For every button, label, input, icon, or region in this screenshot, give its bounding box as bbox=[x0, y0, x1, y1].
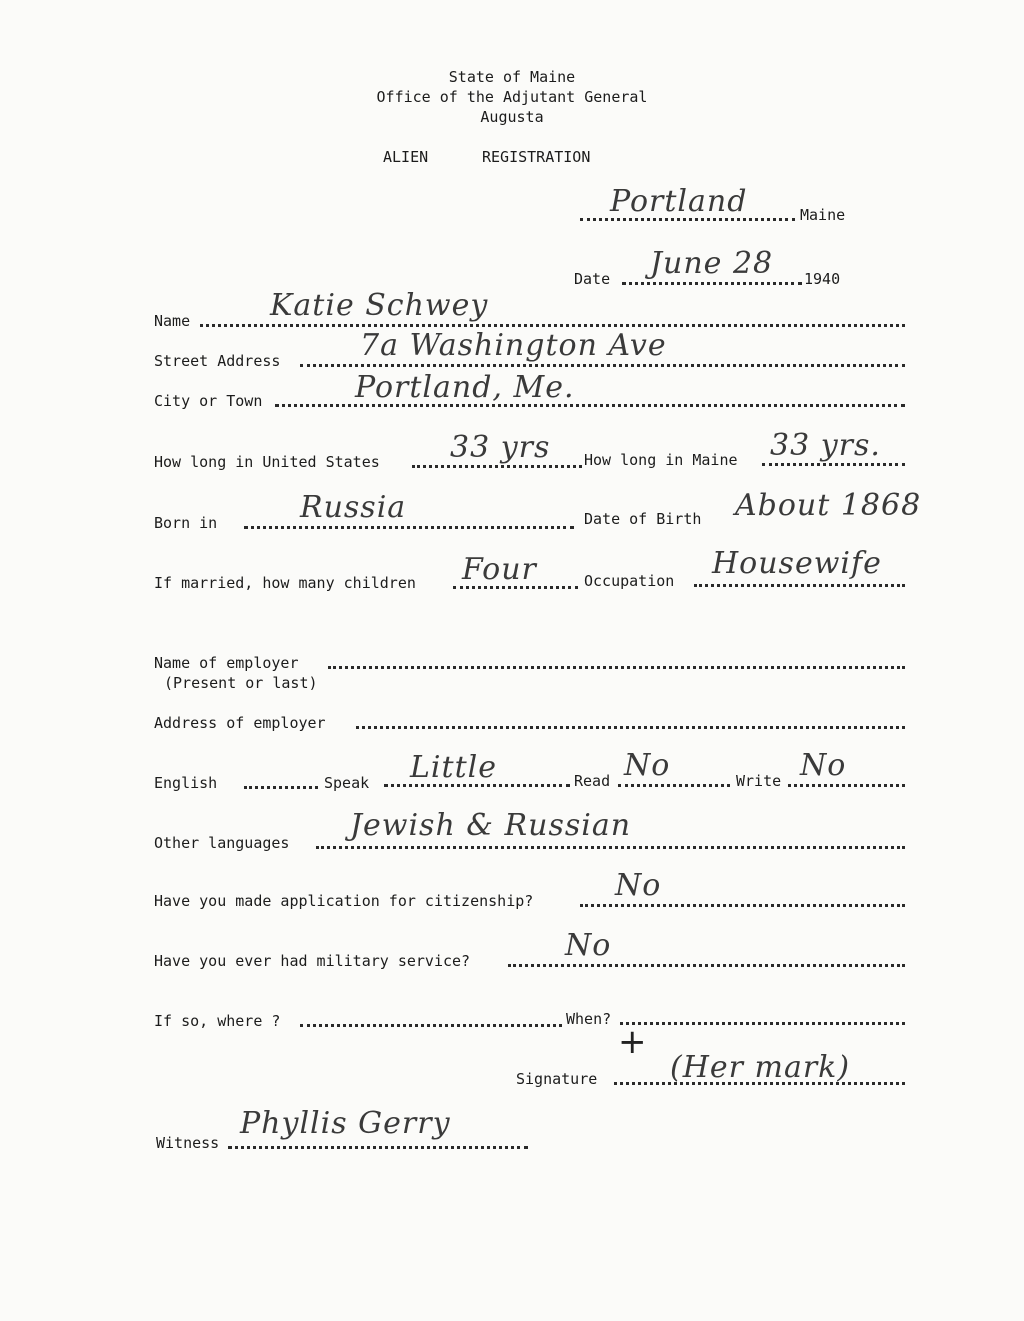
occupation-label: Occupation bbox=[584, 572, 675, 590]
other-languages-dots bbox=[316, 844, 905, 849]
howlong-me-value: 33 yrs. bbox=[770, 428, 881, 463]
employer-label: Name of employer bbox=[154, 654, 299, 672]
header-office: Office of the Adjutant General bbox=[376, 88, 648, 106]
military-value: No bbox=[565, 928, 612, 963]
occupation-dots bbox=[694, 582, 905, 587]
howlong-us-value: 33 yrs bbox=[450, 430, 551, 465]
date-year: 1940 bbox=[804, 270, 841, 288]
signature-mark: + bbox=[618, 1022, 647, 1062]
other-languages-label: Other languages bbox=[154, 834, 290, 852]
date-value: June 28 bbox=[650, 246, 774, 281]
read-label: Read bbox=[574, 772, 611, 790]
signature-value: (Her mark) bbox=[670, 1050, 851, 1085]
title-alien: ALIEN bbox=[383, 148, 429, 166]
military-label: Have you ever had military service? bbox=[154, 952, 471, 970]
town-value: Portland bbox=[610, 184, 748, 219]
occupation-value: Housewife bbox=[712, 546, 882, 581]
employer-sub: (Present or last) bbox=[164, 674, 318, 692]
when-label: When? bbox=[566, 1010, 612, 1028]
header-state: State of Maine bbox=[448, 68, 576, 86]
witness-label: Witness bbox=[156, 1134, 220, 1152]
maine-label: Maine bbox=[800, 206, 846, 224]
other-languages-value: Jewish & Russian bbox=[350, 808, 632, 843]
title-registration: REGISTRATION bbox=[482, 148, 591, 166]
speak-label: Speak bbox=[324, 774, 370, 792]
english-dots bbox=[244, 784, 318, 789]
born-value: Russia bbox=[300, 490, 407, 525]
when-dots bbox=[620, 1020, 905, 1025]
english-label: English bbox=[154, 774, 218, 792]
witness-value: Phyllis Gerry bbox=[240, 1106, 451, 1141]
born-label: Born in bbox=[154, 514, 218, 532]
read-value: No bbox=[624, 748, 671, 783]
children-value: Four bbox=[462, 552, 537, 587]
ifso-dots bbox=[300, 1022, 562, 1027]
street-label: Street Address bbox=[154, 352, 281, 370]
name-label: Name bbox=[154, 312, 191, 330]
dob-label: Date of Birth bbox=[584, 510, 702, 528]
write-label: Write bbox=[736, 772, 782, 790]
howlong-me-label: How long in Maine bbox=[584, 451, 738, 469]
employer-dots bbox=[328, 664, 905, 669]
citizenship-label: Have you made application for citizenship? bbox=[154, 892, 534, 910]
witness-dots bbox=[228, 1144, 528, 1149]
employer-address-label: Address of employer bbox=[154, 714, 326, 732]
howlong-us-label: How long in United States bbox=[154, 453, 380, 471]
date-label: Date bbox=[574, 270, 611, 288]
speak-value: Little bbox=[410, 750, 497, 785]
born-dots bbox=[244, 524, 574, 529]
employer-address-dots bbox=[356, 724, 905, 729]
name-value: Katie Schwey bbox=[270, 288, 489, 323]
citizenship-value: No bbox=[615, 868, 662, 903]
write-value: No bbox=[800, 748, 847, 783]
header-city: Augusta bbox=[480, 108, 544, 126]
ifso-label: If so, where ? bbox=[154, 1012, 281, 1030]
signature-label: Signature bbox=[516, 1070, 598, 1088]
street-value: 7a Washington Ave bbox=[360, 328, 667, 363]
city-label: City or Town bbox=[154, 392, 263, 410]
dob-value: About 1868 bbox=[735, 488, 922, 523]
children-label: If married, how many children bbox=[154, 574, 416, 592]
city-value: Portland, Me. bbox=[355, 370, 575, 405]
